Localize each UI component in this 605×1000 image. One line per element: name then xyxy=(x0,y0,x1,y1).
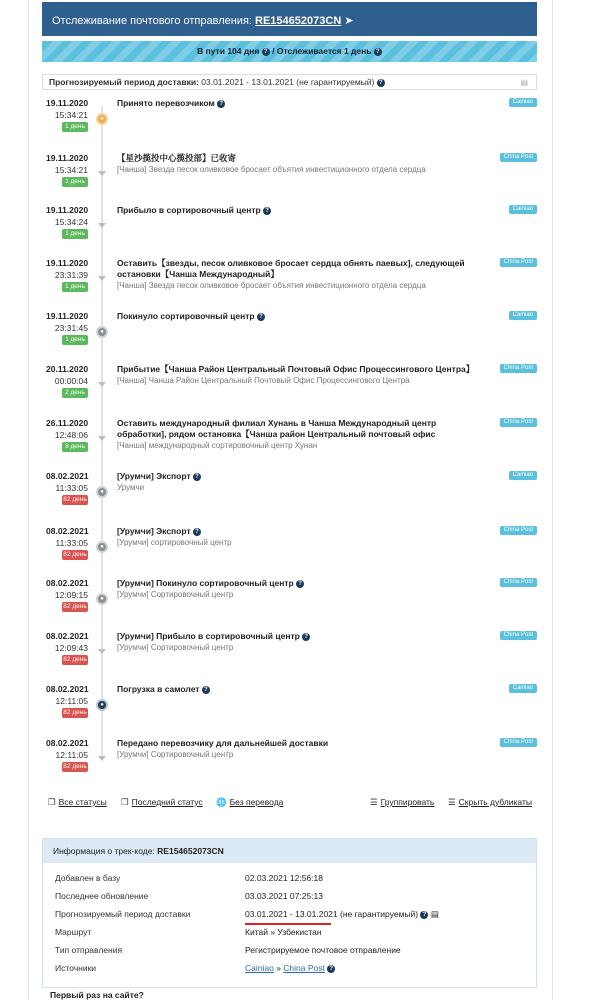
event-title: [Урумчи] Экспорт ? xyxy=(117,471,477,482)
help-icon[interactable]: ? xyxy=(262,48,270,56)
event-title: Оставить【звезды, песок оливковое бросает сердца обнять паевых], следующей остановки【Чанша Международный】 xyxy=(117,258,465,279)
event-date: 08.02.2021 xyxy=(46,738,89,748)
source-badge: Cainiao xyxy=(509,98,537,107)
event-time: 15:34:24 xyxy=(54,217,88,227)
right-rail xyxy=(552,0,553,1000)
source-link-china-post[interactable]: China Post xyxy=(283,963,325,973)
telegram-icon[interactable]: ➤ xyxy=(344,15,354,27)
help-icon[interactable]: ? xyxy=(302,633,310,641)
days-badge: 82 день xyxy=(63,709,87,716)
help-icon[interactable]: ? xyxy=(257,313,265,321)
event-time: 15:34:21 xyxy=(54,165,88,175)
source-badge: Cainiao xyxy=(509,311,537,320)
info-row-added: Добавлен в базу 02.03.2021 12:56:18 xyxy=(55,873,323,883)
event-title: [Урумчи] Экспорт ? xyxy=(117,526,477,537)
event-location: [Чанша] Чанша Район Центральный Почтовый Офис Процессингового Центра xyxy=(117,376,410,385)
event-date: 08.02.2021 xyxy=(46,526,89,536)
help-icon[interactable]: ? xyxy=(374,48,382,56)
event-title: Передано перевозчику для дальнейшей доставки xyxy=(117,738,329,748)
chart-icon[interactable]: ▤ xyxy=(430,909,439,919)
event-date: 08.02.2021 xyxy=(46,684,89,694)
chevron-down-icon xyxy=(98,756,106,761)
event-title: Покинуло сортировочный центр ? xyxy=(117,311,477,322)
event-date: 19.11.2020 xyxy=(46,205,89,215)
transit-progress-bar xyxy=(42,41,537,62)
days-badge: 82 день xyxy=(63,496,87,503)
event-date: 08.02.2021 xyxy=(46,578,89,588)
event-location: [Чанша] международный сортировочный центр Хунан xyxy=(117,441,318,450)
event-time: 23:31:39 xyxy=(54,270,88,280)
days-badge: 82 день xyxy=(63,603,87,610)
days-badge: 1 день xyxy=(62,229,88,239)
days-badge: 1 день xyxy=(62,122,88,132)
help-icon[interactable]: ? xyxy=(327,965,335,973)
source-badge: Cainiao xyxy=(509,471,537,480)
chevron-down-icon xyxy=(98,649,106,654)
event-date: 19.11.2020 xyxy=(46,311,89,321)
chevron-down-icon xyxy=(98,436,106,441)
tracking-info-panel xyxy=(42,838,537,988)
event-date: 20.11.2020 xyxy=(46,364,89,374)
timeline-line xyxy=(101,106,103,756)
chevron-down-icon xyxy=(98,171,106,176)
help-icon[interactable]: ? xyxy=(193,473,201,481)
event-time: 12:48:06 xyxy=(54,430,88,440)
event-title: Прибыло в сортировочный центр ? xyxy=(117,205,477,216)
help-icon[interactable]: ? xyxy=(193,528,201,536)
forecast-underline xyxy=(245,923,331,925)
source-badge: China Post xyxy=(500,153,537,162)
days-badge: 1 день xyxy=(62,177,88,187)
days-badge: 2 день xyxy=(62,388,88,398)
event-time: 11:33:05 xyxy=(55,538,88,548)
source-link-cainiao[interactable]: Cainiao xyxy=(245,963,274,973)
chevron-down-icon xyxy=(98,276,106,281)
days-badge: 82 день xyxy=(63,656,87,663)
source-badge: Cainiao xyxy=(509,205,537,214)
event-title: [Урумчи] Покинуло сортировочный центр ? xyxy=(117,578,477,589)
days-badge: 82 день xyxy=(63,551,87,558)
source-badge: China Post xyxy=(500,258,537,267)
event-date: 08.02.2021 xyxy=(46,631,89,641)
event-location: [Урумчи] Сортировочный центр xyxy=(117,643,234,652)
event-title: Погрузка в самолет ? xyxy=(117,684,477,695)
last-status-link[interactable]: ❐ Последний статус xyxy=(121,797,203,807)
days-badge: 1 день xyxy=(62,335,88,345)
tracked-days: Отслеживается 1 день xyxy=(276,46,372,56)
forecast-value: 03.01.2021 - 13.01.2021 (не гарантируемый) xyxy=(201,77,375,87)
source-badge: China Post xyxy=(500,631,537,640)
event-time: 15:34:21 xyxy=(54,110,88,120)
source-badge: China Post xyxy=(500,364,537,373)
help-icon[interactable]: ? xyxy=(202,686,210,694)
transit-prefix: В пути xyxy=(197,46,225,56)
tracking-number-link[interactable]: RE154652073CN xyxy=(255,15,342,27)
list-icon: ☰ xyxy=(370,797,378,807)
truck-icon: ● xyxy=(96,326,108,338)
hide-duplicates-link[interactable]: ☰ Скрыть дубликаты xyxy=(448,797,532,807)
event-time: 12:11:05 xyxy=(55,696,88,706)
truck-icon: ● xyxy=(96,593,108,605)
event-date: 26.11.2020 xyxy=(46,418,89,428)
source-badge: China Post xyxy=(500,418,537,427)
info-row-forecast: Прогнозируемый период доставки 03.01.2021 - 13.01.2021 (не гарантируемый) ? ▤ xyxy=(55,909,439,919)
info-row-updated: Последнее обновление 03.03.2021 07:25:13 xyxy=(55,891,323,901)
info-row-sources: Источники Cainiao » China Post ? xyxy=(55,963,525,975)
source-badge: China Post xyxy=(500,578,537,587)
event-title: [Урумчи] Прибыло в сортировочный центр ? xyxy=(117,631,477,642)
help-icon[interactable]: ? xyxy=(420,911,428,919)
event-date: 19.11.2020 xyxy=(46,98,89,108)
align-icon: ☰ xyxy=(448,797,456,807)
event-location: [Урумчи] сортировочный центр xyxy=(117,538,232,547)
event-time: 00:00:04 xyxy=(54,376,88,386)
delivery-forecast xyxy=(42,74,537,90)
no-translation-link[interactable]: 🌐 Без перевода xyxy=(216,797,284,807)
event-location: [Чанша] Звезда песок оливковое бросает объятия инвестиционного отдела сердца xyxy=(117,281,426,290)
help-icon[interactable]: ? xyxy=(217,100,225,108)
timeline-toolbar xyxy=(48,797,533,809)
copy-icon: ❐ xyxy=(121,797,129,807)
info-panel-header xyxy=(43,839,536,863)
info-row-route: Маршрут Китай » Узбекистан xyxy=(55,927,322,937)
event-time: 12:11:05 xyxy=(55,750,88,760)
chart-icon[interactable]: ▤ xyxy=(520,78,528,87)
event-time: 23:31:45 xyxy=(54,323,88,333)
source-badge: China Post xyxy=(500,526,537,535)
event-location: [Урумчи] Сортировочный центр xyxy=(117,750,234,759)
event-title: 【星沙揽投中心揽投部】已收寄 xyxy=(117,153,237,163)
event-location: [Чанша] Звезда песок оливковое бросает объятия инвестиционного отдела сердца xyxy=(117,165,426,174)
all-statuses-link[interactable]: ❐ Все статусы xyxy=(48,797,107,807)
info-row-type: Тип отправления Регистрируемое почтовое отправление xyxy=(55,945,401,955)
info-code: RE154652073CN xyxy=(157,846,224,856)
help-icon[interactable]: ? xyxy=(377,79,385,87)
forecast-label: Прогнозируемый период доставки: xyxy=(49,77,199,87)
event-date: 19.11.2020 xyxy=(46,258,89,268)
chevron-down-icon xyxy=(98,382,106,387)
plane-icon: ● xyxy=(96,699,108,711)
group-link[interactable]: ☰ Группировать xyxy=(370,797,435,807)
days-badge: 8 день xyxy=(62,442,88,452)
copy-icon: ❐ xyxy=(48,797,56,807)
event-title: Принято перевозчиком ? xyxy=(117,98,477,109)
days-badge: 82 день xyxy=(63,763,87,770)
globe-icon: 🌐 xyxy=(216,797,227,807)
transit-days: 104 дня xyxy=(227,46,260,56)
info-title: Информация о трек-коде: xyxy=(53,846,155,856)
source-badge: China Post xyxy=(500,738,537,747)
event-location: [Урумчи] Сортировочный центр xyxy=(117,590,234,599)
help-icon[interactable]: ? xyxy=(296,580,304,588)
source-badge: Cainiao xyxy=(509,684,537,693)
help-icon[interactable]: ? xyxy=(263,207,271,215)
days-badge: 1 день xyxy=(62,282,88,292)
truck-icon: ● xyxy=(96,486,108,498)
page-header xyxy=(42,2,537,36)
first-time-heading: Первый раз на сайте? xyxy=(50,990,144,1000)
chevron-down-icon xyxy=(98,223,106,228)
package-icon: ● xyxy=(96,113,108,125)
event-date: 19.11.2020 xyxy=(46,153,89,163)
truck-icon: ● xyxy=(96,541,108,553)
event-title: Прибытие【Чанша Район Центральный Почтовый Офис Процессингового Центра】 xyxy=(117,364,475,374)
event-location: Урумчи xyxy=(117,483,145,492)
transit-sep: / xyxy=(269,46,277,56)
event-time: 12:09:15 xyxy=(54,590,88,600)
event-date: 08.02.2021 xyxy=(46,471,89,481)
left-rail xyxy=(28,0,29,1000)
event-title: Оставить международный филиал Хунань в Чанша Международный центр обработки], рядом остановка【Чанша район Центральный почтовый офис xyxy=(117,418,437,439)
header-label: Отслеживание почтового отправления: xyxy=(52,15,252,27)
event-time: 12:09:43 xyxy=(54,643,88,653)
event-time: 11:33:05 xyxy=(55,483,88,493)
